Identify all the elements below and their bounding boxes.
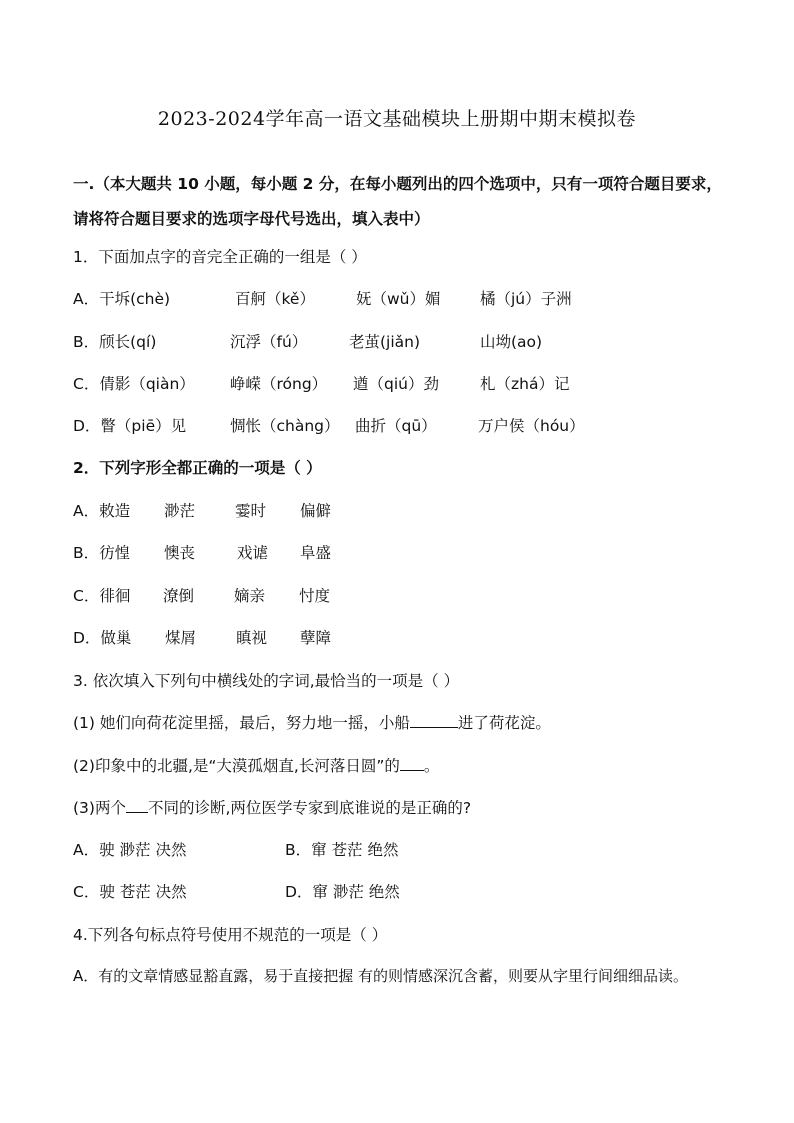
q1-option-d-item-1: D．瞥（piē）见 [73,417,187,435]
q2-option-d-item-1: D．做巢 [73,629,132,647]
q2-option-a-item-2: 渺茫 [164,502,196,520]
q2-option-a-item-3: 霎时 [235,502,267,520]
q3-sentence-3-tail: 不同的诊断,两位医学专家到底谁说的是正确的? [147,799,472,817]
q1-option-a-item-1: A．干坼(chè) [73,290,171,308]
q1-option-a-item-2: 百舸（kě） [235,290,315,308]
q2-option-c-item-2: 潦倒 [163,587,195,605]
q2-option-b-item-3: 戏谑 [237,544,269,562]
q1-option-c-item-1: C．倩影（qiàn） [73,375,195,393]
q3-sentence-3 [73,796,471,818]
q1-option-c-item-2: 峥嵘（róng） [230,375,328,393]
q2-option-d-item-4: 孽障 [300,629,332,647]
q3-option-a: A．驶 渺茫 决然 [73,841,187,859]
answer-blank [410,713,458,728]
q2-option-c-item-4: 忖度 [299,587,331,605]
q2-option-d-item-2: 煤屑 [165,629,197,647]
q3-option-c: C．驶 苍茫 决然 [73,883,187,901]
question-2-stem: 2．下列字形全都正确的一项是（ ） [73,459,322,477]
q2-option-a-item-4: 偏僻 [300,502,332,520]
q1-option-a-item-4: 橘（jú）子洲 [480,290,572,308]
section-heading-line-1: 一.（本大题共 10 小题，每小题 2 分，在每小题列出的四个选项中，只有一项符合题目要求， [73,175,722,193]
q2-option-a-item-1: A．敕造 [73,502,131,520]
q2-option-d-item-3: 瞋视 [236,629,268,647]
section-heading-line-2: 请将符合题目要求的选项字母代号选出，填入表中） [73,210,430,228]
q3-sentence-2-tail: 。 [423,757,440,775]
question-1-stem: 1．下面加点字的音完全正确的一组是（ ） [73,248,367,266]
q2-option-b-item-4: 阜盛 [300,544,332,562]
q2-option-b-item-2: 懊丧 [164,544,196,562]
q1-option-b-item-4: 山坳(ao) [480,333,543,351]
q3-option-d: D．窜 渺茫 绝然 [285,883,400,901]
q1-option-a-item-3: 妩（wǔ）媚 [356,290,441,308]
q1-option-d-item-4: 万户侯（hóu） [478,417,585,435]
q1-option-c-item-4: 札（zhá）记 [480,375,570,393]
q3-sentence-2 [73,754,439,776]
q2-option-c-item-1: C．徘徊 [73,587,131,605]
q1-option-d-item-3: 曲折（qū） [355,417,437,435]
q3-sentence-1 [73,711,551,733]
q3-sentence-1-tail: 进了荷花淀。 [457,714,551,732]
q3-option-b: B．窜 苍茫 绝然 [285,841,399,859]
q1-option-c-item-3: 遒（qiú）劲 [353,375,439,393]
q4-option-a: A．有的文章情感显豁直露，易于直接把握 有的则情感深沉含蓄，则要从字里行间细细品读。 [73,967,689,985]
q2-option-b-item-1: B．彷惶 [73,544,131,562]
q1-option-b-item-3: 老茧(jiǎn) [349,333,421,351]
q3-sentence-3-text: (3)两个 [73,799,126,817]
q2-option-c-item-3: 嫡亲 [234,587,266,605]
q1-option-b-item-2: 沉浮（fú） [230,333,308,351]
page-title: 2023-2024学年高一语文基础模块上册期中期末模拟卷 [157,108,637,130]
q1-option-d-item-2: 惆怅（chàng） [230,417,340,435]
question-4-stem: 4.下列各句标点符号使用不规范的一项是（ ） [73,926,388,944]
q3-sentence-2-text: (2)印象中的北疆,是“大漠孤烟直,长河落日圆”的 [73,757,400,775]
answer-blank [400,756,424,771]
question-3-stem: 3. 依次填入下列句中横线处的字词,最恰当的一项是（ ） [73,672,460,690]
q3-sentence-1-text: (1) 她们向荷花淀里摇，最后，努力地一摇，小船 [73,714,410,732]
q1-option-b-item-1: B．颀长(qí) [73,333,157,351]
answer-blank [126,798,148,813]
